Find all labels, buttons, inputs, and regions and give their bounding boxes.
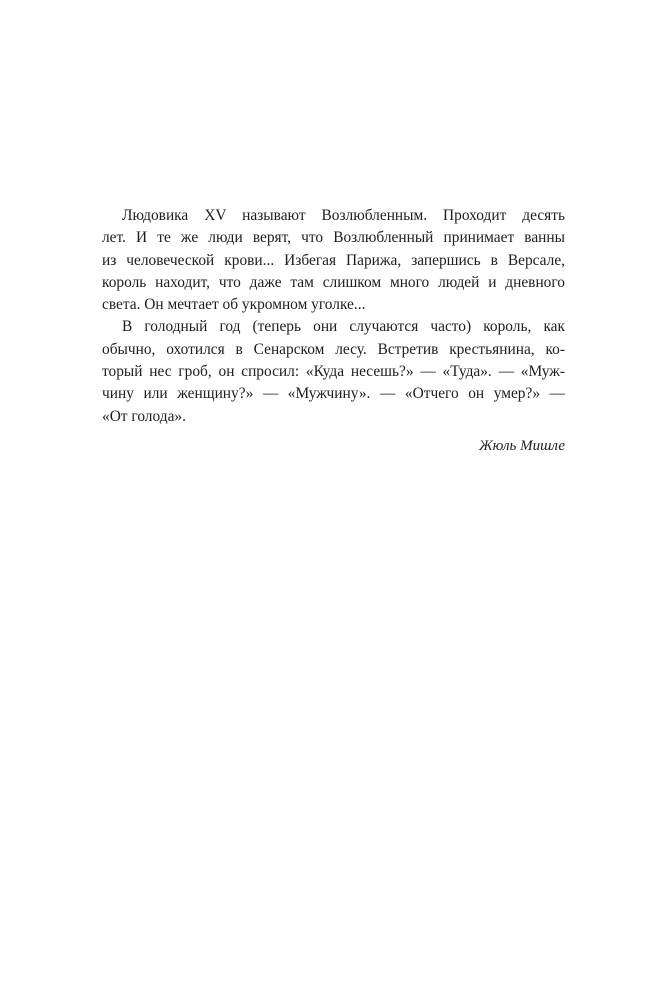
text-line: Людовика XV называют Возлюбленным. Проходит десять — [122, 207, 565, 224]
epigraph — [102, 205, 565, 457]
text-line: чину или женщину?» — «Мужчину». — «Отчего он умер?» — — [102, 385, 565, 403]
text-line: из человеческой крови... Избегая Парижа, запершись в Версале, — [102, 251, 565, 269]
text-line: король находит, что даже там слишком много людей и дневного — [102, 273, 565, 291]
text-line: лет. И те же люди верят, что Возлюбленный принимает ванны — [102, 229, 565, 247]
text-line: обычно, охотился в Сенарском лесу. Встретив крестьянина, ко- — [102, 340, 565, 358]
paragraph-1 — [102, 205, 565, 316]
text-line: торый нес гроб, он спросил: «Куда несешь?» — «Туда». — «Муж- — [102, 363, 565, 381]
text-line: В голодный год (теперь они случаются часто) король, как — [122, 318, 565, 336]
paragraph-2 — [102, 316, 565, 427]
epigraph-author: Жюль Мишле — [479, 437, 565, 454]
text-line: «От голода». — [102, 407, 186, 425]
text-line: света. Он мечтает об укромном уголке... — [102, 296, 366, 314]
